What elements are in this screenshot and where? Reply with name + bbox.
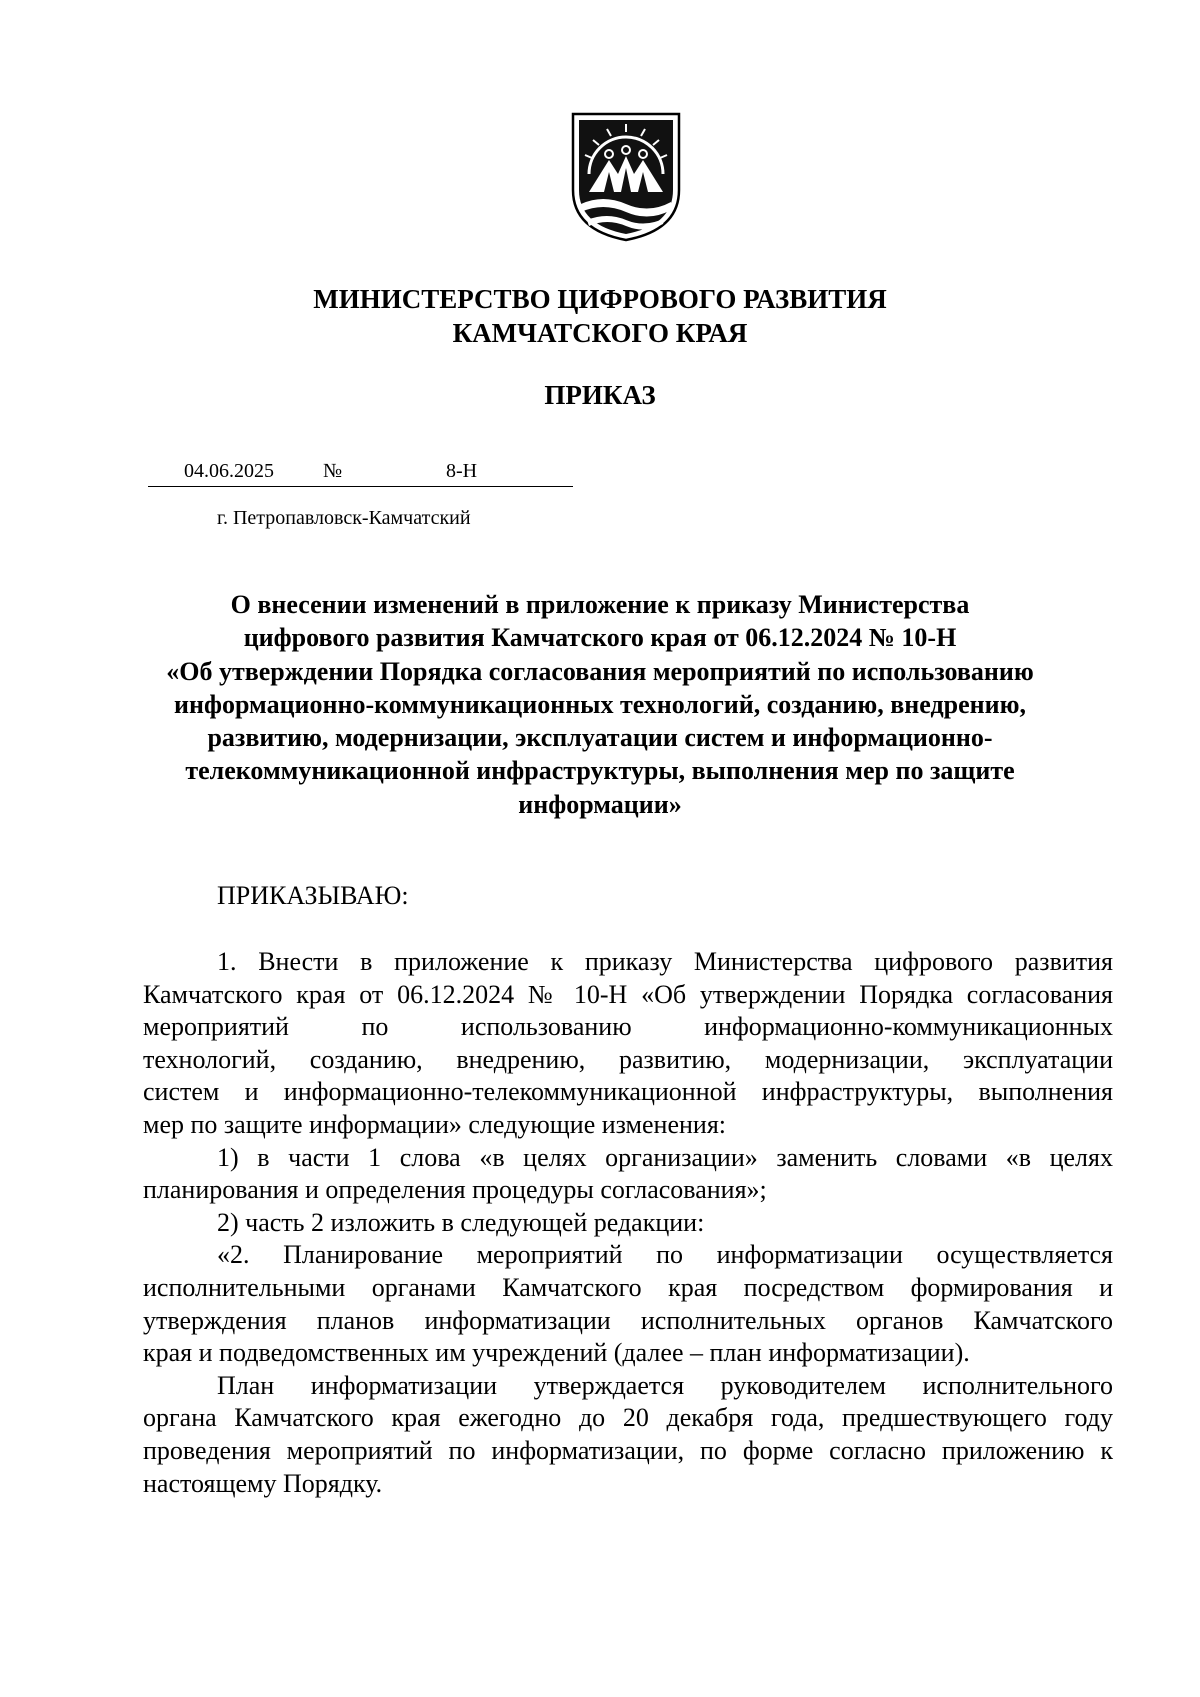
body-line: настоящему Порядку.	[143, 1468, 383, 1498]
body-line: органа Камчатского края ежегодно до 20 декабря года, предшествующего году	[143, 1403, 1113, 1433]
body-line: «2. Планирование мероприятий по информатизации осуществляется	[217, 1240, 1113, 1270]
ministry-line: МИНИСТЕРСТВО ЦИФРОВОГО РАЗВИТИЯ	[313, 284, 887, 314]
document-type: ПРИКАЗ	[544, 380, 656, 410]
title-line: О внесении изменений в приложение к приказу Министерства	[230, 590, 970, 619]
body-line: 1) в части 1 слова «в целях организации» заменить словами «в целях	[217, 1142, 1113, 1172]
title-line: цифрового развития Камчатского края от 06.12.2024 № 10-Н	[243, 623, 957, 653]
body-line: систем и информационно-телекоммуникационной инфраструктуры, выполнения	[143, 1077, 1113, 1107]
ministry-name	[0, 282, 1200, 350]
body-line: Камчатского края от 06.12.2024 № 10-Н «Об утверждении Порядка согласования	[143, 979, 1113, 1009]
body-line: проведения мероприятий по информатизации, по форме согласно приложению к	[143, 1435, 1113, 1465]
ministry-line: КАМЧАТСКОГО КРАЯ	[452, 318, 748, 348]
body-line: мероприятий по использованию информационно-коммуникационных	[143, 1012, 1113, 1042]
document-title	[150, 588, 1050, 821]
title-line: информации»	[518, 789, 682, 819]
city-name: г. Петропавловск-Камчатский	[217, 507, 471, 529]
body-line: планирования и определения процедуры согласования»;	[143, 1175, 767, 1205]
document-date: 04.06.2025	[184, 460, 274, 482]
title-line: «Об утверждении Порядка согласования мероприятий по использованию	[166, 656, 1034, 686]
document-number: 8-Н	[446, 460, 478, 482]
body-line: План информатизации утверждается руководителем исполнительного	[217, 1370, 1113, 1400]
title-line: развитию, модернизации, эксплуатации систем и информационно-	[207, 723, 993, 753]
body-line: 2) часть 2 изложить в следующей редакции:	[217, 1207, 705, 1237]
body-line: технологий, созданию, внедрению, развитию, модернизации, эксплуатации	[143, 1044, 1113, 1074]
body-line: исполнительными органами Камчатского края посредством формирования и	[143, 1272, 1113, 1302]
document-body	[143, 946, 1113, 1500]
body-line: 1. Внести в приложение к приказу Министерства цифрового развития	[217, 947, 1113, 976]
body-line: мер по защите информации» следующие изменения:	[143, 1109, 727, 1139]
number-sign: №	[323, 460, 343, 482]
date-number-line	[148, 458, 573, 487]
order-word: ПРИКАЗЫВАЮ:	[217, 881, 409, 910]
title-line: информационно-коммуникационных технологий, созданию, внедрению,	[174, 689, 1026, 719]
body-line: края и подведомственных им учреждений (далее – план информатизации).	[143, 1338, 970, 1368]
kamchatka-coat-of-arms-icon	[571, 112, 681, 242]
title-line: телекоммуникационной инфраструктуры, выполнения мер по защите	[185, 756, 1015, 786]
body-line: утверждения планов информатизации исполнительных органов Камчатского	[143, 1305, 1113, 1335]
